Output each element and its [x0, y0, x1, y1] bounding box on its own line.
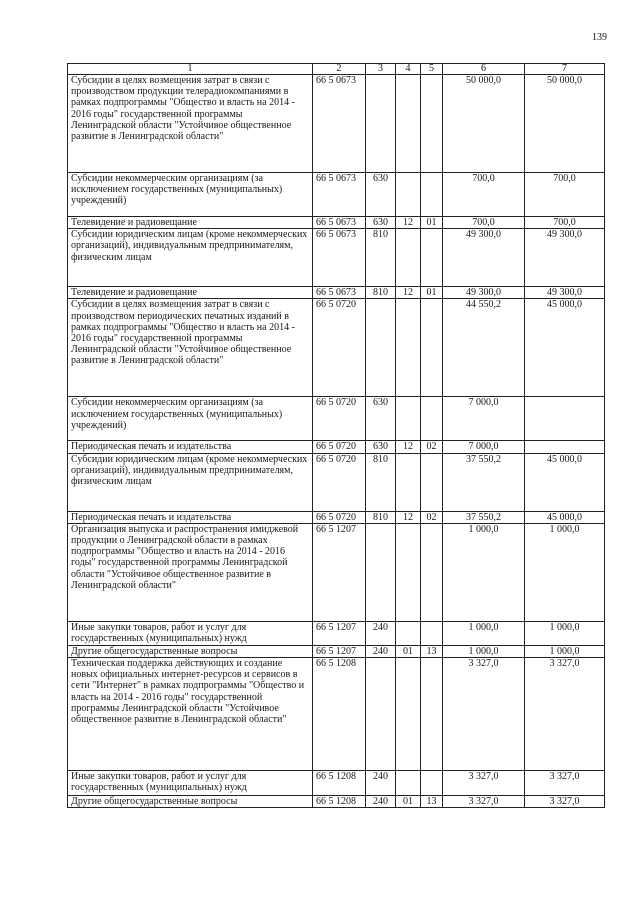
- row-amount-2015: 45 000,0: [525, 511, 605, 523]
- row-amount-2015: 1 000,0: [525, 645, 605, 657]
- row-section: 12: [396, 217, 421, 229]
- table-row: [68, 75, 605, 173]
- header-cell: 7: [525, 64, 605, 75]
- row-target-code: 66 5 0720: [313, 299, 366, 397]
- row-amount-2015: 700,0: [525, 173, 605, 217]
- budget-table: [67, 63, 605, 808]
- row-subsection: [421, 771, 443, 796]
- table-row: [68, 621, 605, 645]
- row-amount-2014: 7 000,0: [443, 397, 525, 441]
- row-section: [396, 229, 421, 287]
- row-subsection: [421, 229, 443, 287]
- row-amount-2014: 49 300,0: [443, 229, 525, 287]
- row-amount-2014: 1 000,0: [443, 621, 525, 645]
- row-target-code: 66 5 0720: [313, 397, 366, 441]
- row-target-code: 66 5 1208: [313, 658, 366, 771]
- row-description: Субсидии некоммерческим организациям (за исключением государственных (муниципальных) учреждений): [68, 173, 313, 217]
- row-expense-type: [366, 75, 396, 173]
- row-amount-2014: 3 327,0: [443, 796, 525, 808]
- row-description: Субсидии в целях возмещения затрат в связи с производством продукции телерадиокомпаниями в рамках подпрограммы "Общество и власть на 2014 - 2016 годы" государственной программы Ленинградской области "Устойчивое общественное развитие в Ленинградской области": [68, 75, 313, 173]
- table-row: [68, 173, 605, 217]
- table-row: [68, 453, 605, 511]
- row-subsection: [421, 397, 443, 441]
- row-amount-2015: 1 000,0: [525, 621, 605, 645]
- row-target-code: 66 5 0673: [313, 287, 366, 299]
- row-subsection: [421, 75, 443, 173]
- row-description: Телевидение и радиовещание: [68, 217, 313, 229]
- row-description: Иные закупки товаров, работ и услуг для государственных (муниципальных) нужд: [68, 771, 313, 796]
- row-amount-2015: 45 000,0: [525, 453, 605, 511]
- row-description: Периодическая печать и издательства: [68, 441, 313, 453]
- row-subsection: [421, 523, 443, 621]
- row-description: Техническая поддержка действующих и создание новых официальных интернет-ресурсов и сервисов в сети "Интернет" в рамках подпрограммы "Общество и власть на 2014 - 2016 годы" государственной программы Ленинградской области "Устойчивое общественное развитие в Ленинградской области": [68, 658, 313, 771]
- row-section: [396, 299, 421, 397]
- row-description: Периодическая печать и издательства: [68, 511, 313, 523]
- row-target-code: 66 5 0720: [313, 511, 366, 523]
- table-row: [68, 771, 605, 796]
- row-amount-2014: 700,0: [443, 217, 525, 229]
- row-amount-2015: 3 327,0: [525, 796, 605, 808]
- row-amount-2015: 50 000,0: [525, 75, 605, 173]
- row-amount-2014: 7 000,0: [443, 441, 525, 453]
- row-expense-type: 810: [366, 453, 396, 511]
- row-section: [396, 75, 421, 173]
- row-target-code: 66 5 1207: [313, 645, 366, 657]
- row-expense-type: 240: [366, 771, 396, 796]
- row-amount-2014: 37 550,2: [443, 453, 525, 511]
- row-section: 01: [396, 796, 421, 808]
- row-amount-2015: 45 000,0: [525, 299, 605, 397]
- row-target-code: 66 5 0720: [313, 441, 366, 453]
- header-cell: 5: [421, 64, 443, 75]
- row-amount-2015: [525, 397, 605, 441]
- row-description: Телевидение и радиовещание: [68, 287, 313, 299]
- row-target-code: 66 5 0720: [313, 453, 366, 511]
- row-expense-type: 810: [366, 229, 396, 287]
- row-section: [396, 658, 421, 771]
- row-amount-2015: 1 000,0: [525, 523, 605, 621]
- row-amount-2014: 49 300,0: [443, 287, 525, 299]
- row-description: Субсидии юридическим лицам (кроме некоммерческих организаций), индивидуальным предпринимателям, физическим лицам: [68, 229, 313, 287]
- row-description: Субсидии некоммерческим организациям (за исключением государственных (муниципальных) учреждений): [68, 397, 313, 441]
- row-target-code: 66 5 0673: [313, 217, 366, 229]
- table-row: [68, 287, 605, 299]
- table-row: [68, 523, 605, 621]
- row-amount-2015: 3 327,0: [525, 658, 605, 771]
- header-cell: 2: [313, 64, 366, 75]
- header-cell: 3: [366, 64, 396, 75]
- row-description: Субсидии в целях возмещения затрат в связи с производством периодических печатных изданий в рамках подпрограммы "Общество и власть на 2014 - 2016 годы" государственной программы Ленинградской области "Устойчивое общественное развитие в Ленинградской области": [68, 299, 313, 397]
- row-expense-type: [366, 658, 396, 771]
- table-row: [68, 299, 605, 397]
- row-subsection: [421, 658, 443, 771]
- row-expense-type: 630: [366, 397, 396, 441]
- row-target-code: 66 5 1207: [313, 523, 366, 621]
- header-cell: 1: [68, 64, 313, 75]
- row-subsection: 13: [421, 645, 443, 657]
- page-number: 139: [592, 32, 607, 43]
- row-target-code: 66 5 0673: [313, 75, 366, 173]
- row-target-code: 66 5 1207: [313, 621, 366, 645]
- row-amount-2014: 1 000,0: [443, 523, 525, 621]
- row-expense-type: 630: [366, 441, 396, 453]
- row-section: [396, 453, 421, 511]
- table-row: [68, 229, 605, 287]
- row-expense-type: 630: [366, 217, 396, 229]
- row-subsection: [421, 299, 443, 397]
- header-cell: 4: [396, 64, 421, 75]
- row-amount-2014: 700,0: [443, 173, 525, 217]
- row-subsection: 02: [421, 441, 443, 453]
- row-subsection: 01: [421, 287, 443, 299]
- row-expense-type: 630: [366, 173, 396, 217]
- row-section: 12: [396, 441, 421, 453]
- row-target-code: 66 5 0673: [313, 229, 366, 287]
- row-expense-type: [366, 299, 396, 397]
- row-section: [396, 523, 421, 621]
- row-description: Другие общегосударственные вопросы: [68, 796, 313, 808]
- row-description: Иные закупки товаров, работ и услуг для государственных (муниципальных) нужд: [68, 621, 313, 645]
- row-amount-2014: 1 000,0: [443, 645, 525, 657]
- table-row: [68, 217, 605, 229]
- row-amount-2015: 49 300,0: [525, 287, 605, 299]
- table-row: [68, 511, 605, 523]
- row-section: 12: [396, 511, 421, 523]
- row-amount-2015: 700,0: [525, 217, 605, 229]
- row-expense-type: 240: [366, 645, 396, 657]
- row-subsection: 02: [421, 511, 443, 523]
- row-amount-2014: 44 550,2: [443, 299, 525, 397]
- row-subsection: [421, 173, 443, 217]
- row-amount-2014: 50 000,0: [443, 75, 525, 173]
- row-section: [396, 397, 421, 441]
- row-target-code: 66 5 1208: [313, 771, 366, 796]
- row-subsection: 13: [421, 796, 443, 808]
- row-amount-2014: 37 550,2: [443, 511, 525, 523]
- table-header-row: [68, 64, 605, 75]
- table-row: [68, 796, 605, 808]
- row-subsection: [421, 621, 443, 645]
- row-amount-2015: 49 300,0: [525, 229, 605, 287]
- row-section: [396, 771, 421, 796]
- table-row: [68, 645, 605, 657]
- row-subsection: [421, 453, 443, 511]
- row-description: Организация выпуска и распространения имиджевой продукции о Ленинградской области в рамках подпрограммы "Общество и власть на 2014 - 2016 годы" государственной программы Ленинградской области "Устойчивое общественное развитие в Ленинградской области": [68, 523, 313, 621]
- row-section: 01: [396, 645, 421, 657]
- row-expense-type: [366, 523, 396, 621]
- row-section: 12: [396, 287, 421, 299]
- table-row: [68, 397, 605, 441]
- row-target-code: 66 5 0673: [313, 173, 366, 217]
- row-section: [396, 173, 421, 217]
- row-description: Другие общегосударственные вопросы: [68, 645, 313, 657]
- row-expense-type: 810: [366, 511, 396, 523]
- row-amount-2015: 3 327,0: [525, 771, 605, 796]
- row-amount-2014: 3 327,0: [443, 658, 525, 771]
- row-subsection: 01: [421, 217, 443, 229]
- header-cell: 6: [443, 64, 525, 75]
- row-amount-2015: [525, 441, 605, 453]
- row-target-code: 66 5 1208: [313, 796, 366, 808]
- table-row: [68, 658, 605, 771]
- table-row: [68, 441, 605, 453]
- row-expense-type: 240: [366, 621, 396, 645]
- row-amount-2014: 3 327,0: [443, 771, 525, 796]
- row-expense-type: 810: [366, 287, 396, 299]
- row-expense-type: 240: [366, 796, 396, 808]
- row-description: Субсидии юридическим лицам (кроме некоммерческих организаций), индивидуальным предпринимателям, физическим лицам: [68, 453, 313, 511]
- row-section: [396, 621, 421, 645]
